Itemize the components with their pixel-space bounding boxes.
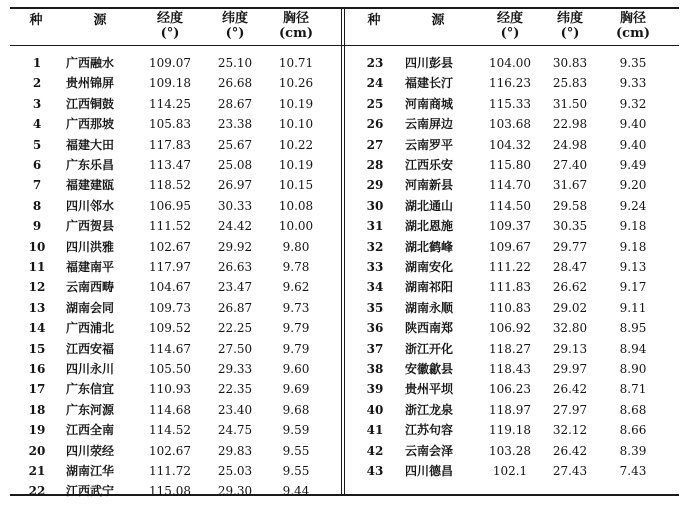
cell-no: 23 xyxy=(366,56,384,70)
cell-lat: 31.50 xyxy=(552,96,588,111)
cell-lon: 104.00 xyxy=(489,56,531,70)
cell-no: 40 xyxy=(366,402,384,417)
cell-no: 11 xyxy=(28,260,46,274)
header-dbh-left: 胸径 xyxy=(282,11,309,26)
cell-no: 18 xyxy=(28,402,46,417)
cell-prov: 陕西南郑 xyxy=(405,321,454,336)
cell-dbh: 9.32 xyxy=(619,96,647,111)
cell-dbh: 9.44 xyxy=(282,484,310,499)
cell-lat: 30.33 xyxy=(217,198,253,213)
cell-lon: 102.1 xyxy=(492,464,528,478)
cell-lat: 31.67 xyxy=(552,178,588,193)
cell-prov: 云南罗平 xyxy=(405,137,454,152)
cell-lat: 29.97 xyxy=(552,362,588,376)
cell-prov: 河南商城 xyxy=(405,96,454,111)
cell-dbh: 8.90 xyxy=(619,362,647,376)
cell-dbh: 9.69 xyxy=(282,382,310,397)
cell-no: 35 xyxy=(366,300,384,315)
cell-lon: 114.25 xyxy=(149,96,191,111)
cell-no: 36 xyxy=(366,321,384,336)
cell-no: 38 xyxy=(366,362,384,376)
header-dbh-unit-right: (cm) xyxy=(616,26,650,41)
cell-dbh: 10.19 xyxy=(278,96,314,111)
cell-lat: 26.42 xyxy=(552,382,588,397)
cell-lon: 117.97 xyxy=(149,260,191,274)
cell-lat: 26.97 xyxy=(217,178,253,193)
cell-no: 3 xyxy=(32,96,42,111)
cell-lat: 29.33 xyxy=(217,362,253,376)
cell-prov: 河南新县 xyxy=(405,178,454,193)
cell-lon: 115.33 xyxy=(489,96,531,111)
cell-dbh: 9.33 xyxy=(619,76,647,91)
header-longitude-right: 经度 xyxy=(496,11,523,26)
cell-dbh: 9.79 xyxy=(282,341,310,356)
cell-lon: 114.67 xyxy=(149,341,191,356)
cell-dbh: 9.20 xyxy=(619,178,647,193)
cell-no: 9 xyxy=(32,219,42,234)
cell-lat: 32.80 xyxy=(552,321,588,336)
cell-prov: 广东乐昌 xyxy=(66,158,115,172)
cell-lat: 29.58 xyxy=(552,198,588,213)
cell-prov: 湖北鹤峰 xyxy=(405,239,454,254)
cell-dbh: 9.68 xyxy=(282,402,310,417)
cell-prov: 湖北通山 xyxy=(405,198,454,213)
cell-dbh: 10.15 xyxy=(278,178,314,193)
cell-lon: 118.52 xyxy=(149,178,191,193)
cell-dbh: 9.60 xyxy=(282,362,310,376)
header-species-char-left: 种 xyxy=(29,13,43,28)
cell-lon: 118.27 xyxy=(489,341,531,356)
cell-no: 30 xyxy=(366,198,384,213)
cell-lon: 105.50 xyxy=(149,362,191,376)
cell-lat: 32.12 xyxy=(552,423,588,438)
cell-prov: 浙江开化 xyxy=(405,341,454,356)
cell-lat: 27.43 xyxy=(552,464,588,478)
cell-no: 43 xyxy=(366,464,384,478)
cell-no: 14 xyxy=(28,321,46,336)
cell-lon: 115.08 xyxy=(149,484,191,499)
header-latitude-right: 纬度 xyxy=(556,11,583,26)
cell-lon: 104.32 xyxy=(489,137,531,152)
cell-dbh: 9.40 xyxy=(619,137,647,152)
header-longitude-unit-left: (°) xyxy=(160,26,180,41)
cell-lon: 111.83 xyxy=(489,280,531,295)
cell-dbh: 10.00 xyxy=(278,219,314,234)
cell-no: 6 xyxy=(32,158,42,172)
cell-lat: 24.42 xyxy=(217,219,253,234)
cell-no: 41 xyxy=(366,423,384,438)
cell-lon: 111.72 xyxy=(149,464,191,478)
cell-prov: 江西全南 xyxy=(66,423,115,438)
cell-prov: 四川彭县 xyxy=(405,56,454,70)
cell-prov: 四川德昌 xyxy=(405,464,454,478)
header-source-char-left: 源 xyxy=(93,13,107,28)
cell-lon: 115.80 xyxy=(489,158,531,172)
cell-lon: 109.07 xyxy=(149,56,191,70)
cell-lon: 114.50 xyxy=(489,198,531,213)
cell-prov: 广东河源 xyxy=(66,402,115,417)
cell-lat: 29.02 xyxy=(552,300,588,315)
cell-lat: 26.68 xyxy=(217,76,253,91)
cell-no: 10 xyxy=(28,239,46,254)
cell-dbh: 8.39 xyxy=(619,443,647,458)
cell-prov: 福建大田 xyxy=(66,137,115,152)
cell-no: 34 xyxy=(366,280,384,295)
cell-prov: 湖南安化 xyxy=(405,260,454,274)
cell-lat: 28.67 xyxy=(217,96,253,111)
cell-dbh: 9.80 xyxy=(282,239,310,254)
cell-dbh: 10.19 xyxy=(278,158,314,172)
cell-lon: 110.93 xyxy=(149,382,191,397)
cell-prov: 福建南平 xyxy=(66,260,115,274)
cell-prov: 广西贺县 xyxy=(66,219,115,234)
cell-lat: 25.08 xyxy=(217,158,253,172)
cell-lat: 22.25 xyxy=(217,321,253,336)
center-divider-left xyxy=(341,7,342,496)
cell-lat: 25.83 xyxy=(552,76,588,91)
cell-no: 17 xyxy=(28,382,46,397)
cell-dbh: 9.13 xyxy=(619,260,647,274)
cell-lon: 109.52 xyxy=(149,321,191,336)
center-divider-right xyxy=(344,7,345,496)
cell-lat: 27.97 xyxy=(552,402,588,417)
cell-dbh: 9.73 xyxy=(282,300,310,315)
cell-dbh: 10.10 xyxy=(278,117,314,132)
cell-no: 39 xyxy=(366,382,384,397)
cell-lon: 109.37 xyxy=(489,219,531,234)
cell-lon: 118.43 xyxy=(489,362,531,376)
cell-lon: 113.47 xyxy=(149,158,191,172)
cell-dbh: 9.35 xyxy=(619,56,647,70)
cell-lat: 24.75 xyxy=(217,423,253,438)
cell-no: 33 xyxy=(366,260,384,274)
cell-no: 4 xyxy=(32,117,42,132)
cell-lon: 102.67 xyxy=(149,239,191,254)
cell-prov: 湖南祁阳 xyxy=(405,280,454,295)
cell-lat: 29.92 xyxy=(217,239,253,254)
header-latitude-unit-right: (°) xyxy=(560,26,580,41)
cell-lat: 25.67 xyxy=(217,137,253,152)
cell-no: 28 xyxy=(366,158,384,172)
cell-no: 29 xyxy=(366,178,384,193)
cell-dbh: 9.49 xyxy=(619,158,647,172)
cell-prov: 四川永川 xyxy=(66,362,115,376)
header-source-char-right: 源 xyxy=(431,13,445,28)
cell-prov: 广西浦北 xyxy=(66,321,115,336)
cell-prov: 江西安福 xyxy=(66,341,115,356)
cell-prov: 广西那坡 xyxy=(66,117,115,132)
cell-lat: 26.62 xyxy=(552,280,588,295)
cell-no: 5 xyxy=(32,137,42,152)
cell-lat: 27.40 xyxy=(552,158,588,172)
header-dbh-right: 胸径 xyxy=(619,11,646,26)
cell-lat: 26.87 xyxy=(217,300,253,315)
cell-dbh: 9.59 xyxy=(282,423,310,438)
cell-dbh: 9.11 xyxy=(619,300,647,315)
cell-no: 37 xyxy=(366,341,384,356)
cell-lon: 109.73 xyxy=(149,300,191,315)
cell-prov: 江西铜鼓 xyxy=(66,96,115,111)
cell-lon: 118.97 xyxy=(489,402,531,417)
cell-lat: 24.98 xyxy=(552,137,588,152)
cell-lat: 26.63 xyxy=(217,260,253,274)
cell-dbh: 9.40 xyxy=(619,117,647,132)
cell-lon: 106.92 xyxy=(489,321,531,336)
cell-no: 15 xyxy=(28,341,46,356)
cell-prov: 福建建瓯 xyxy=(66,178,115,193)
cell-dbh: 10.71 xyxy=(278,56,314,70)
cell-lat: 29.30 xyxy=(217,484,253,499)
cell-lon: 111.52 xyxy=(149,219,191,234)
cell-dbh: 8.94 xyxy=(619,341,647,356)
header-latitude-unit-left: (°) xyxy=(225,26,245,41)
cell-prov: 贵州平坝 xyxy=(405,382,454,397)
cell-lon: 114.52 xyxy=(149,423,191,438)
cell-lon: 109.18 xyxy=(149,76,191,91)
cell-lon: 103.28 xyxy=(489,443,531,458)
cell-lat: 27.50 xyxy=(217,341,253,356)
cell-prov: 浙江龙泉 xyxy=(405,402,454,417)
cell-dbh: 8.66 xyxy=(619,423,647,438)
cell-lat: 30.83 xyxy=(552,56,588,70)
cell-lat: 29.13 xyxy=(552,341,588,356)
header-latitude-left: 纬度 xyxy=(221,11,248,26)
cell-lon: 102.67 xyxy=(149,443,191,458)
cell-prov: 江西武宁 xyxy=(66,484,115,499)
cell-no: 19 xyxy=(28,423,46,438)
cell-no: 25 xyxy=(366,96,384,111)
cell-no: 20 xyxy=(28,443,46,458)
cell-no: 2 xyxy=(32,76,42,91)
cell-no: 1 xyxy=(32,56,42,70)
cell-prov: 四川荥经 xyxy=(66,443,115,458)
cell-lon: 114.68 xyxy=(149,402,191,417)
cell-dbh: 9.78 xyxy=(282,260,310,274)
cell-lat: 30.35 xyxy=(552,219,588,234)
cell-lat: 29.77 xyxy=(552,239,588,254)
cell-lon: 116.23 xyxy=(489,76,531,91)
cell-lon: 103.68 xyxy=(489,117,531,132)
cell-prov: 福建长汀 xyxy=(405,76,454,91)
cell-prov: 广东信宜 xyxy=(66,382,115,397)
cell-lat: 25.03 xyxy=(217,464,253,478)
cell-lon: 110.83 xyxy=(489,300,531,315)
cell-dbh: 10.22 xyxy=(278,137,314,152)
cell-dbh: 9.18 xyxy=(619,219,647,234)
cell-dbh: 9.17 xyxy=(619,280,647,295)
cell-prov: 安徽歙县 xyxy=(405,362,454,376)
cell-lat: 23.47 xyxy=(217,280,253,295)
cell-dbh: 9.55 xyxy=(282,443,310,458)
cell-lat: 29.83 xyxy=(217,443,253,458)
cell-no: 13 xyxy=(28,300,46,315)
cell-prov: 云南屏边 xyxy=(405,117,454,132)
cell-dbh: 8.68 xyxy=(619,402,647,417)
cell-prov: 江西乐安 xyxy=(405,158,454,172)
cell-dbh: 8.95 xyxy=(619,321,647,336)
cell-lat: 23.40 xyxy=(217,402,253,417)
cell-no: 31 xyxy=(366,219,384,234)
cell-lon: 106.95 xyxy=(149,198,191,213)
cell-no: 26 xyxy=(366,117,384,132)
cell-lat: 25.10 xyxy=(217,56,253,70)
cell-lon: 109.67 xyxy=(489,239,531,254)
cell-dbh: 9.55 xyxy=(282,464,310,478)
cell-lon: 105.83 xyxy=(149,117,191,132)
cell-lon: 104.67 xyxy=(149,280,191,295)
cell-lon: 106.23 xyxy=(489,382,531,397)
header-longitude-left: 经度 xyxy=(156,11,183,26)
cell-dbh: 7.43 xyxy=(619,464,647,478)
cell-prov: 四川洪雅 xyxy=(66,239,115,254)
cell-dbh: 8.71 xyxy=(619,382,647,397)
cell-no: 22 xyxy=(28,484,46,499)
cell-lat: 26.42 xyxy=(552,443,588,458)
cell-dbh: 10.26 xyxy=(278,76,314,91)
cell-prov: 湖南永顺 xyxy=(405,300,454,315)
cell-lat: 22.98 xyxy=(552,117,588,132)
cell-prov: 云南西畴 xyxy=(66,280,115,295)
cell-no: 27 xyxy=(366,137,384,152)
cell-no: 7 xyxy=(32,178,42,193)
cell-prov: 四川邻水 xyxy=(66,198,115,213)
cell-dbh: 9.62 xyxy=(282,280,310,295)
cell-dbh: 10.08 xyxy=(278,198,314,213)
cell-lon: 119.18 xyxy=(489,423,531,438)
cell-no: 21 xyxy=(28,464,46,478)
cell-prov: 云南会泽 xyxy=(405,443,454,458)
cell-lon: 117.83 xyxy=(149,137,191,152)
cell-no: 42 xyxy=(366,443,384,458)
cell-lat: 22.35 xyxy=(217,382,253,397)
cell-dbh: 9.24 xyxy=(619,198,647,213)
cell-no: 12 xyxy=(28,280,46,295)
cell-dbh: 9.79 xyxy=(282,321,310,336)
header-dbh-unit-left: (cm) xyxy=(279,26,313,41)
cell-prov: 湖北恩施 xyxy=(405,219,454,234)
cell-dbh: 9.18 xyxy=(619,239,647,254)
cell-prov: 湖南会同 xyxy=(66,300,115,315)
cell-no: 32 xyxy=(366,239,384,254)
cell-no: 16 xyxy=(28,362,46,376)
cell-no: 8 xyxy=(32,198,42,213)
header-species-char-right: 种 xyxy=(367,13,381,28)
cell-lon: 114.70 xyxy=(489,178,531,193)
cell-no: 24 xyxy=(366,76,384,91)
cell-prov: 江苏句容 xyxy=(405,423,454,438)
cell-lon: 111.22 xyxy=(489,260,531,274)
header-longitude-unit-right: (°) xyxy=(500,26,520,41)
cell-lat: 23.38 xyxy=(217,117,253,132)
cell-prov: 湖南江华 xyxy=(66,464,115,478)
cell-prov: 广西融水 xyxy=(66,56,115,70)
cell-lat: 28.47 xyxy=(552,260,588,274)
cell-prov: 贵州锦屏 xyxy=(66,76,115,91)
